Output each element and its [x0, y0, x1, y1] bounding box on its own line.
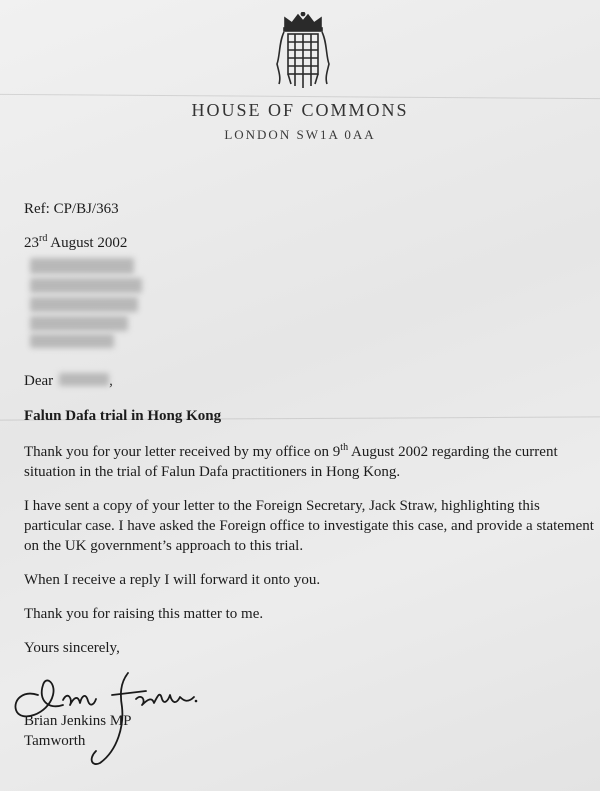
portcullis-crest-icon	[275, 12, 331, 94]
letterhead-address: LONDON SW1A 0AA	[224, 127, 376, 142]
closing: Yours sincerely,	[24, 640, 120, 656]
signatory-constituency: Tamworth	[24, 733, 86, 749]
salutation: Dear ,	[24, 373, 113, 389]
letter-date: 23rd August 2002	[24, 233, 128, 251]
body-paragraph-1: Thank you for your letter received by my office on 9th August 2002 regarding the current situation in the trial of Falun Dafa practitioners in Hong Kong.	[24, 442, 558, 480]
paper-fold	[0, 94, 600, 99]
letter-subject: Falun Dafa trial in Hong Kong	[24, 408, 222, 424]
body-paragraph-2: I have sent a copy of your letter to the Foreign Secretary, Jack Straw, highlighting this particular case. I have asked the Foreign office to investigate this case, and provide a statement on the UK government’s approach to this trial.	[24, 498, 594, 554]
body-paragraph-3: When I receive a reply I will forward it onto you.	[24, 572, 321, 588]
letterhead-organization: HOUSE OF COMMONS	[191, 100, 409, 120]
reference-line: Ref: CP/BJ/363	[24, 201, 119, 217]
redacted-recipient-name	[59, 373, 109, 386]
body-paragraph-4: Thank you for raising this matter to me.	[24, 606, 264, 622]
signatory-name: Brian Jenkins MP	[24, 713, 132, 729]
